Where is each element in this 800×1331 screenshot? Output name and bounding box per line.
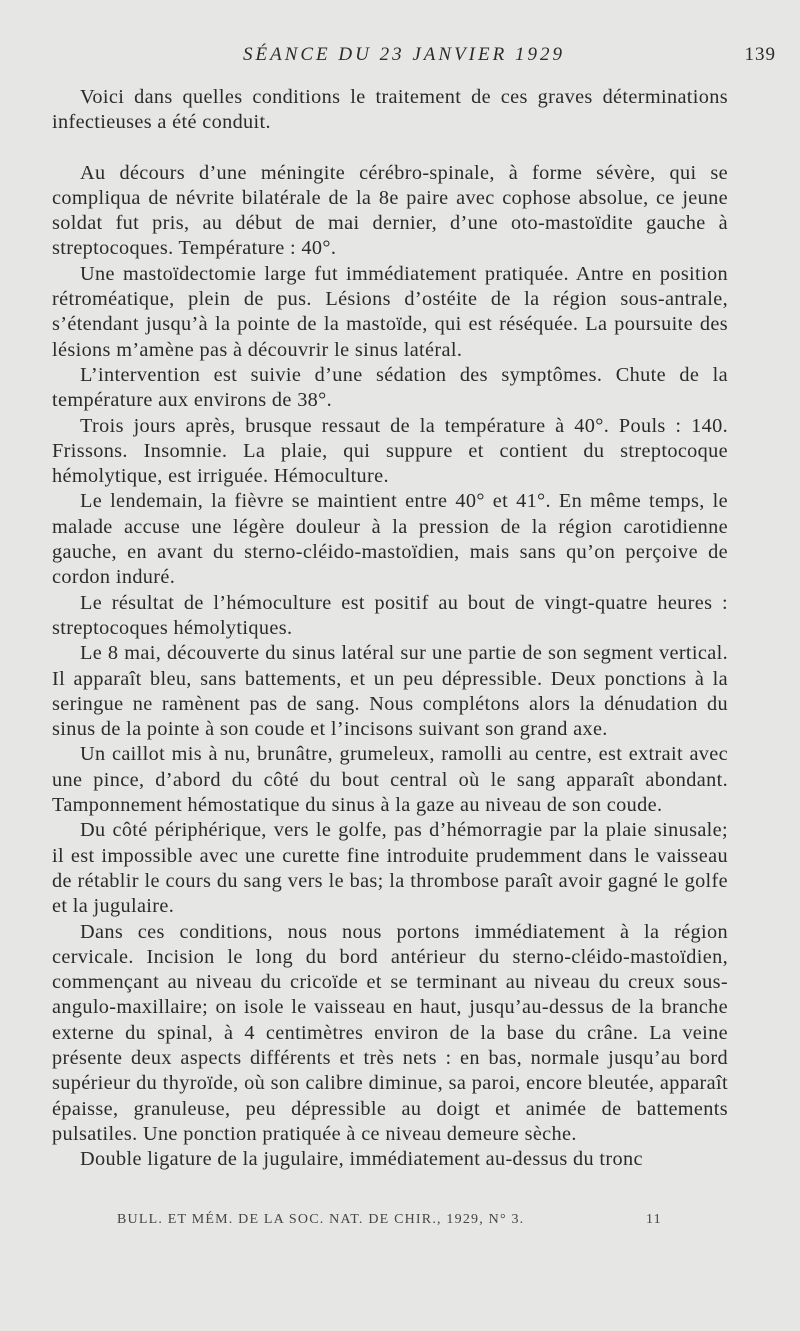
paragraph: Le 8 mai, découverte du sinus latéral sur une partie de son segment vertical. Il apparaît bleu, sans battements, et un peu dépressible. Deux ponctions à la seringue ne ramènent pas de sang. Nous complétons alors la dénudation du sinus de la pointe à son coude et l’incisons suivant son grand axe. xyxy=(52,642,728,741)
running-head xyxy=(0,44,800,66)
paragraph: Double ligature de la jugulaire, immédiatement au-dessus du tronc xyxy=(80,1148,643,1171)
paragraph: Voici dans quelles conditions le traitement de ces graves déterminations infectieuses a été conduit. xyxy=(52,86,728,134)
paragraph: L’intervention est suivie d’une sédation des symptômes. Chute de la température aux environs de 38°. xyxy=(52,363,728,412)
running-title: SÉANCE DU 23 JANVIER 1929 xyxy=(243,44,565,65)
paragraph: Dans ces conditions, nous nous portons immédiatement à la région cervicale. Incision le long du bord antérieur du sterno-cléido-mastoïdien, commençant au niveau du cricoïde et se terminant au niveau du creux sous-angulo-maxillaire; on isole le vaisseau en haut, jusqu’au-dessus de la branche externe du spinal, à 4 centimètres environ de la base du crâne. La veine présente deux aspects différents et très nets : en bas, normale jusqu’au bord supérieur du thyroïde, où son calibre diminue, sa paroi, encore bleutée, apparaît épaisse, granuleuse, peu dépressible au doigt et animée de battements pulsatiles. Une ponction pratiquée à ce niveau demeure sèche. xyxy=(52,920,728,1145)
paragraph: Le lendemain, la fièvre se maintient entre 40° et 41°. En même temps, le malade accuse une légère douleur à la pression de la région carotidienne gauche, en avant du sterno-cléido-mastoïdien, mais sans qu’on perçoive de cordon induré. xyxy=(52,490,728,589)
paragraph: Une mastoïdectomie large fut immédiatement pratiquée. Antre en position rétroméatique, plein de pus. Lésions d’ostéite de la région sous-antrale, s’étendant jusqu’à la pointe de la mastoïde, qui est réséquée. La poursuite des lésions m’amène pas à découvrir le sinus latéral. xyxy=(52,262,728,361)
page-number: 139 xyxy=(744,44,776,65)
paragraph: Un caillot mis à nu, brunâtre, grumeleux, ramolli au centre, est extrait avec une pince, d’abord du côté du bout central où le sang apparaît abondant. Tamponnement hémostatique du sinus à la gaze au niveau de son coude. xyxy=(52,743,728,817)
body-text xyxy=(52,85,728,1172)
paragraph: Au décours d’une méningite cérébro-spinale, à forme sévère, qui se compliqua de névrite bilatérale de la 8e paire avec cophose absolue, ce jeune soldat fut pris, au début de mai dernier, d’une oto-mastoïdite gauche à streptocoques. Température : 40°. xyxy=(52,161,728,260)
paragraph: Du côté périphérique, vers le golfe, pas d’hémorragie par la plaie sinusale; il est impossible avec une curette fine introduite prudemment dans le vaisseau de rétablir le cours du sang vers le bas; la thrombose paraît avoir gagné le golfe et la jugulaire. xyxy=(52,819,728,918)
paragraph: Le résultat de l’hémoculture est positif au bout de vingt-quatre heures : streptocoques hémolytiques. xyxy=(52,591,728,639)
signature-mark: 11 xyxy=(646,1212,662,1227)
paragraph: Trois jours après, brusque ressaut de la température à 40°. Pouls : 140. Frissons. Insomnie. La plaie, qui suppure et contient du streptocoque hémolytique, est irriguée. Hémoculture. xyxy=(52,414,728,488)
journal-reference: BULL. ET MÉM. DE LA SOC. NAT. DE CHIR., 1929, N° 3. xyxy=(117,1212,525,1227)
